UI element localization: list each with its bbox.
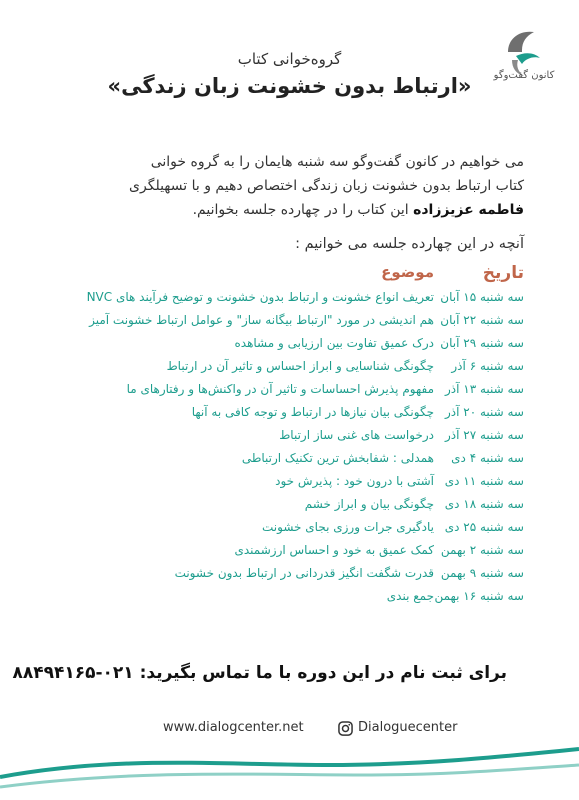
- intro-paragraph: [70, 150, 524, 222]
- session-date: سه شنبه ۲۲ آبان: [440, 313, 524, 327]
- session-topic: چگونگی شناسایی و ابراز احساس و تاثیر آن در ارتباط: [166, 359, 434, 373]
- schedule-row: [0, 290, 579, 313]
- session-topic: همدلی : شفابخش ترین تکنیک ارتباطی: [241, 451, 434, 465]
- session-date: سه شنبه ۴ دی: [451, 451, 524, 465]
- topic-column-header: موضوع: [381, 263, 434, 281]
- session-topic: آشتی با درون خود : پذیرش خود: [275, 474, 434, 488]
- session-topic: درک عمیق تفاوت بین ارزیابی و مشاهده: [234, 336, 434, 350]
- session-date: سه شنبه ۲۰ آذر: [444, 405, 524, 419]
- session-topic: هم اندیشی در مورد "ارتباط بیگانه ساز" و عوامل ارتباط خشونت آمیز: [89, 313, 434, 327]
- intro-line: کتاب ارتباط بدون خشونت زبان زندگی اختصاص دهیم و با تسهیلگری: [129, 178, 524, 194]
- session-date: سه شنبه ۲۷ آذر: [444, 428, 524, 442]
- website-link[interactable]: www.dialogcenter.net: [163, 720, 304, 735]
- intro-line: می خواهیم در کانون گفت‌وگو سه شنبه هایمان را به گروه خوانی: [150, 154, 524, 170]
- session-topic: تعریف انواع خشونت و ارتباط بدون خشونت و توضیح فرآیند های NVC: [86, 290, 434, 304]
- session-topic: درخواست های غنی ساز ارتباط: [279, 428, 434, 442]
- page-subtitle: گروه‌خوانی کتاب: [237, 50, 342, 68]
- schedule-row: [0, 566, 579, 589]
- contact-line: برای ثبت نام در این دوره با ما تماس بگیرید: ۰۲۱-۸۸۴۹۴۱۶۵: [12, 663, 507, 683]
- session-date: سه شنبه ۹ بهمن: [440, 566, 524, 580]
- instagram-icon: [338, 721, 353, 736]
- session-topic: یادگیری جرات ورزی بجای خشونت: [262, 520, 434, 534]
- schedule-row: [0, 428, 579, 451]
- decorative-waves: [0, 735, 579, 800]
- schedule-row: [0, 543, 579, 566]
- session-date: سه شنبه ۱۸ دی: [444, 497, 524, 511]
- schedule-row: [0, 520, 579, 543]
- session-date: سه شنبه ۲۹ آبان: [440, 336, 524, 350]
- session-date: سه شنبه ۶ آذر: [451, 359, 524, 373]
- schedule-row: [0, 405, 579, 428]
- schedule-lead: آنچه در این چهارده جلسه می خوانیم :: [295, 236, 524, 252]
- session-date: سه شنبه ۱۵ آبان: [440, 290, 524, 304]
- schedule-row: [0, 589, 579, 612]
- session-date: سه شنبه ۱۱ دی: [444, 474, 524, 488]
- schedule-row: [0, 382, 579, 405]
- schedule-list: [0, 290, 579, 612]
- brand-logo-text: کانون گفت‌وگو: [493, 70, 555, 81]
- session-topic: چگونگی بیان نیازها در ارتباط و توجه کافی به آنها: [191, 405, 434, 419]
- schedule-row: [0, 359, 579, 382]
- session-topic: کمک عمیق به خود و احساس ارزشمندی: [234, 543, 434, 557]
- session-date: سه شنبه ۲۵ دی: [444, 520, 524, 534]
- session-date: سه شنبه ۲ بهمن: [440, 543, 524, 557]
- session-date: سه شنبه ۱۳ آذر: [444, 382, 524, 396]
- schedule-row: [0, 474, 579, 497]
- session-date: سه شنبه ۱۶ بهمن: [434, 589, 524, 603]
- session-topic: قدرت شگفت انگیز قدردانی در ارتباط بدون خشونت: [174, 566, 434, 580]
- schedule-row: [0, 497, 579, 520]
- schedule-row: [0, 336, 579, 359]
- session-topic: جمع بندی: [386, 589, 434, 603]
- schedule-row: [0, 313, 579, 336]
- schedule-row: [0, 451, 579, 474]
- intro-line: [70, 198, 524, 222]
- page-title: «ارتباط بدون خشونت زبان زندگی»: [107, 74, 472, 98]
- intro-line-rest: این کتاب را در چهارده جلسه بخوانیم.: [192, 202, 414, 218]
- session-topic: چگونگی بیان و ابراز خشم: [304, 497, 434, 511]
- facilitator-name: فاطمه عزیززاده: [413, 202, 524, 218]
- instagram-handle[interactable]: Dialoguecenter: [358, 720, 458, 735]
- session-topic: مفهوم پذیرش احساسات و تاثیر آن در واکنش‌ها و رفتارهای ما: [126, 382, 434, 396]
- date-column-header: تاریخ: [482, 263, 524, 283]
